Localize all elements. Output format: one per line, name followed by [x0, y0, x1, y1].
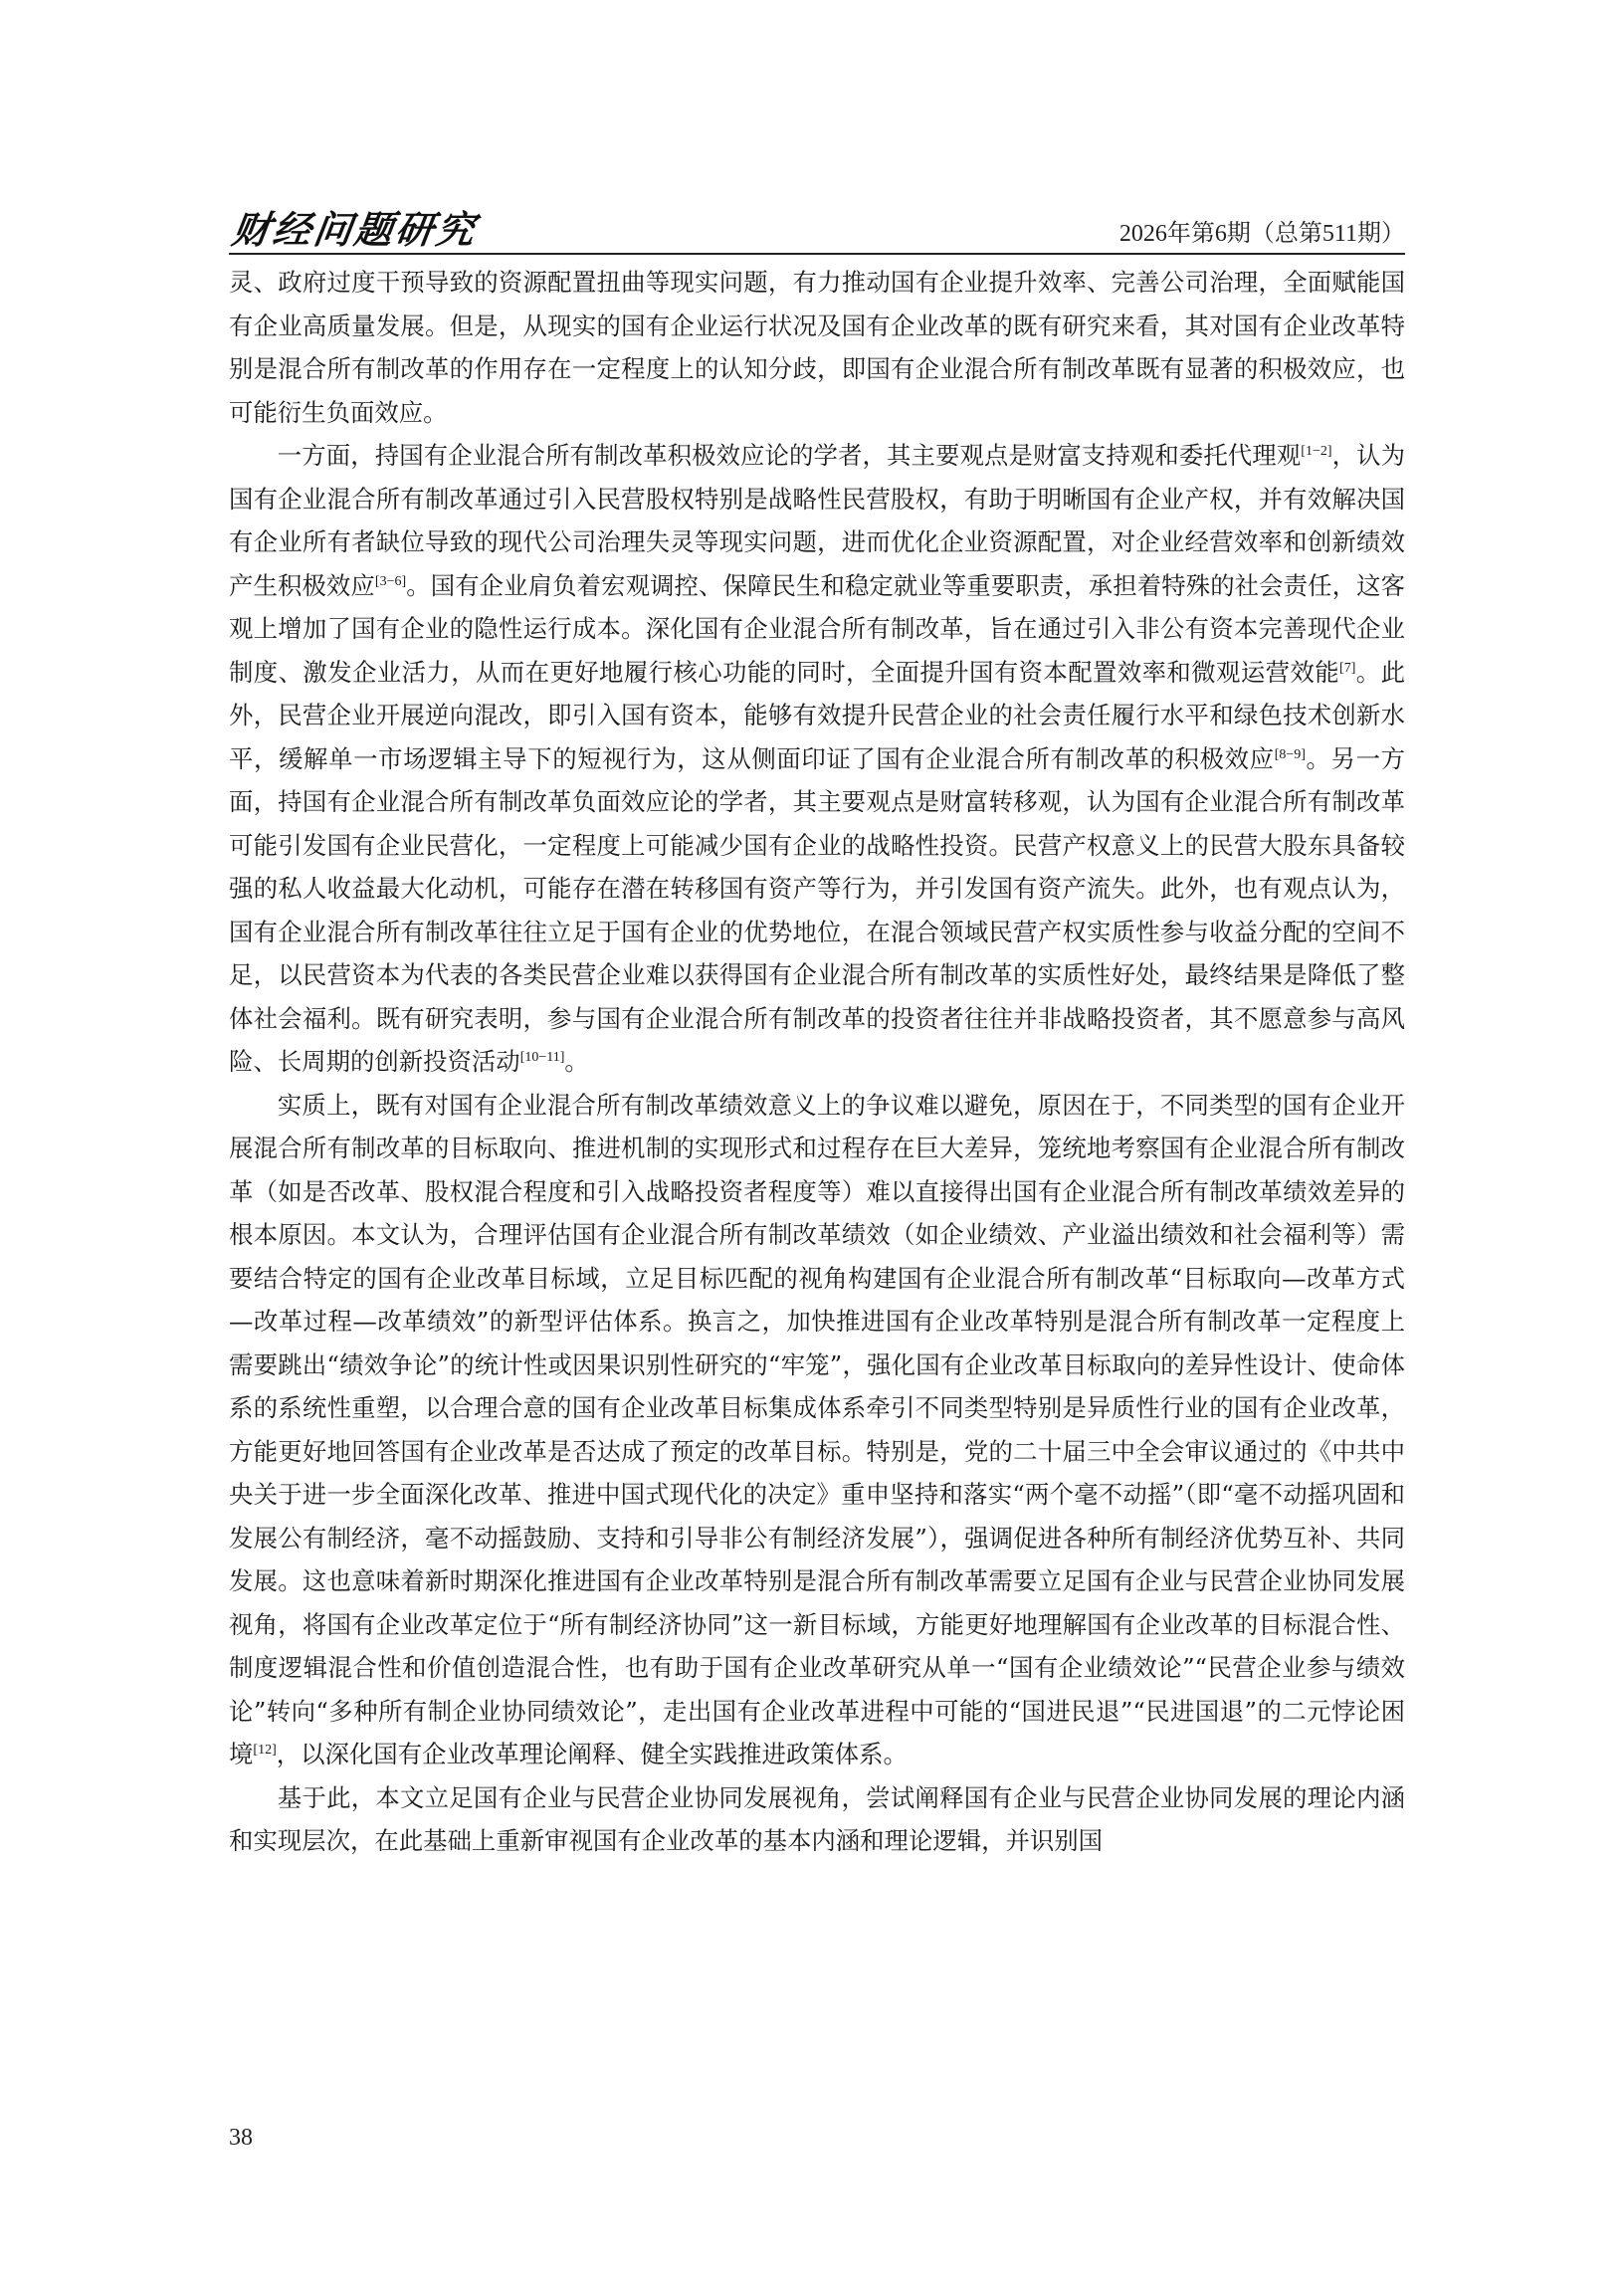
- paragraph: [229, 434, 1405, 1084]
- page-number: 38: [229, 2125, 253, 2151]
- running-header: [229, 199, 1405, 252]
- paragraph-continued: 灵、政府过度干预导致的资源配置扭曲等现实问题，有力推动国有企业提升效率、完善公司治理，全面赋能国有企业高质量发展。但是，从现实的国有企业运行状况及国有企业改革的既有研究来看，其对国有企业改革特别是混合所有制改革的作用存在一定程度上的认知分歧，即国有企业混合所有制改革既有显著的积极效应，也可能衍生负面效应。: [229, 268, 1405, 427]
- citation-ref[interactable]: [1−2]: [1301, 444, 1332, 459]
- text-run: ，认为国有企业混合所有制改革通过引入民营股权特别是战略性民营股权，有助于明晰国有企业产权，并有效解决国有企业所有者缺位导致的现代公司治理失灵等现实问题，进而优化企业资源配置，对企业经营效率和创新绩效产生积极效应: [229, 441, 1405, 600]
- header-rule: [229, 253, 1405, 255]
- text-run: 。国有企业肩负着宏观调控、保障民生和稳定就业等重要职责，承担着特殊的社会责任，这客观上增加了国有企业的隐性运行成本。深化国有企业混合所有制改革，旨在通过引入非公有资本完善现代企业制度、激发企业活力，从而在更好地履行核心功能的同时，全面提升国有资本配置效率和微观运营效能: [229, 570, 1405, 687]
- text-run: 。: [564, 1047, 589, 1076]
- text-run: 一方面，持国有企业混合所有制改革积极效应论的学者，其主要观点是财富支持观和委托代理观: [277, 441, 1302, 470]
- paragraph: 基于此，本文立足国有企业与民营企业协同发展视角，尝试阐释国有企业与民营企业协同发展的理论内涵和实现层次，在此基础上重新审视国有企业改革的基本内涵和理论逻辑，并识别国: [229, 1782, 1405, 1855]
- article-body: [229, 261, 1405, 1863]
- citation-ref[interactable]: [3−6]: [374, 573, 407, 589]
- citation-ref[interactable]: [7]: [1339, 660, 1356, 676]
- citation-ref[interactable]: [10−11]: [519, 1050, 565, 1065]
- text-run: 。此外，民营企业开展逆向混改，即引入国有资本，能够有效提升民营企业的社会责任履行水平和绿色技术创新水平，缓解单一市场逻辑主导下的短视行为，这从侧面印证了国有企业混合所有制改革的积极效应: [229, 657, 1405, 773]
- journal-title-logo: 财经问题研究: [229, 207, 481, 252]
- citation-ref[interactable]: [12]: [253, 1743, 277, 1758]
- text-run: ，以深化国有企业改革理论阐释、健全实践推进政策体系。: [276, 1740, 908, 1768]
- paragraph: [229, 1084, 1405, 1776]
- text-run: 。另一方面，持国有企业混合所有制改革负面效应论的学者，其主要观点是财富转移观，认为国有企业混合所有制改革可能引发国有企业民营化，一定程度上可能减少国有企业的战略性投资。民营产权意义上的民营大股东具备较强的私人收益最大化动机，可能存在潜在转移国有资产等行为，并引发国有资产流失。此外，也有观点认为，国有企业混合所有制改革往往立足于国有企业的优势地位，在混合领域民营产权实质性参与收益分配的空间不足，以民营资本为代表的各类民营企业难以获得国有企业混合所有制改革的实质性好处，最终结果是降低了整体社会福利。既有研究表明，参与国有企业混合所有制改革的投资者往往并非战略投资者，其不愿意参与高风险、长周期的创新投资活动: [229, 743, 1405, 1076]
- text-run: 实质上，既有对国有企业混合所有制改革绩效意义上的争议难以避免，原因在于，不同类型的国有企业开展混合所有制改革的目标取向、推进机制的实现形式和过程存在巨大差异，笼统地考察国有企业混合所有制改革（如是否改革、股权混合程度和引入战略投资者程度等）难以直接得出国有企业混合所有制改革绩效差异的根本原因。本文认为，合理评估国有企业混合所有制改革绩效（如企业绩效、产业溢出绩效和社会福利等）需要结合特定的国有企业改革目标域，立足目标匹配的视角构建国有企业混合所有制改革“目标取向—改革方式—改革过程—改革绩效”的新型评估体系。换言之，加快推进国有企业改革特别是混合所有制改革一定程度上需要跳出“绩效争论”的统计性或因果识别性研究的“牢笼”，强化国有企业改革目标取向的差异性设计、使命体系的系统性重塑，以合理合意的国有企业改革目标集成体系牵引不同类型特别是异质性行业的国有企业改革，方能更好地回答国有企业改革是否达成了预定的改革目标。特别是，党的二十届三中全会审议通过的《中共中央关于进一步全面深化改革、推进中国式现代化的决定》重申坚持和落实“两个毫不动摇”（即“毫不动摇巩固和发展公有制经济，毫不动摇鼓励、支持和引导非公有制经济发展”），强调促进各种所有制经济优势互补、共同发展。这也意味着新时期深化推进国有企业改革特别是混合所有制改革需要立足国有企业与民营企业协同发展视角，将国有企业改革定位于“所有制经济协同”这一新目标域，方能更好地理解国有企业改革的目标混合性、制度逻辑混合性和价值创造混合性，也有助于国有企业改革研究从单一“国有企业绩效论”“民营企业参与绩效论”转向“多种所有制企业协同绩效论”，走出国有企业改革进程中可能的“国进民退”“民进国退”的二元悖论困境: [229, 1090, 1405, 1768]
- issue-info: 2026年第6期（总第511期）: [1118, 221, 1405, 247]
- citation-ref[interactable]: [8−9]: [1274, 746, 1306, 762]
